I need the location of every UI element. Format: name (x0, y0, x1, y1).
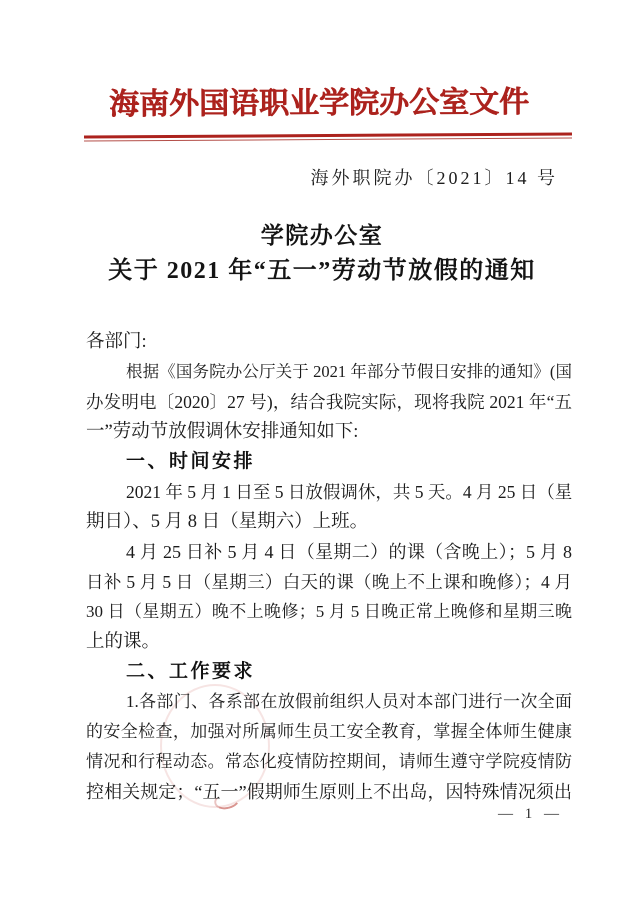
body-line: 一”劳动节放假调休安排通知如下: (86, 422, 359, 442)
body-line: 期日）、5 月 8 日（星期六）上班。 (86, 512, 369, 532)
body-line: 办发明电〔2020〕27 号)，结合我院实际，现将我院 2021 年“五 (86, 392, 572, 412)
body-line: 控相关规定；“五一”假期师生原则上不出岛，因特殊情况须出 (86, 782, 572, 802)
document-title-line1: 学院办公室 (260, 223, 384, 248)
document-title-line2: 关于 2021 年“五一”劳动节放假的通知 (108, 258, 536, 284)
body-line: 1.各部门、各系部在放假前组织人员对本部门进行一次全面 (126, 692, 572, 711)
body-line: 一、时间安排 (126, 451, 256, 472)
masthead-title: 海南外国语职业学院办公室文件 (108, 85, 530, 122)
document-number: 海外职院办〔2021〕14 号 (310, 168, 558, 188)
body-line: 4 月 25 日补 5 月 4 日（星期二）的课（含晚上）；5 月 8 (126, 542, 572, 562)
page-number: — 1 — (498, 806, 560, 822)
body-line: 日补 5 月 5 日（星期三）白天的课（晚上不上课和晚修）；4 月 (86, 572, 572, 592)
body-line: 各部门: (86, 332, 147, 352)
body-line: 30 日（星期五）晚不上晚修；5 月 5 日晚正常上晚修和星期三晚 (86, 602, 572, 621)
document-body (86, 327, 572, 807)
body-line: 上的课。 (86, 632, 161, 652)
body-line: 的安全检查，加强对所属师生员工安全教育，掌握全体师生健康 (86, 722, 572, 741)
body-line: 2021 年 5 月 1 日至 5 日放假调休，共 5 天。4 月 25 日（星 (126, 482, 573, 502)
red-separator-rule (84, 133, 572, 142)
body-line: 二、工作要求 (126, 661, 256, 682)
body-line: 根据《国务院办公厅关于 2021 年部分节假日安排的通知》(国 (126, 362, 572, 381)
red-rule-thin-line (84, 138, 572, 142)
body-line: 情况和行程动态。常态化疫情防控期间，请师生遵守学院疫情防 (86, 752, 572, 771)
